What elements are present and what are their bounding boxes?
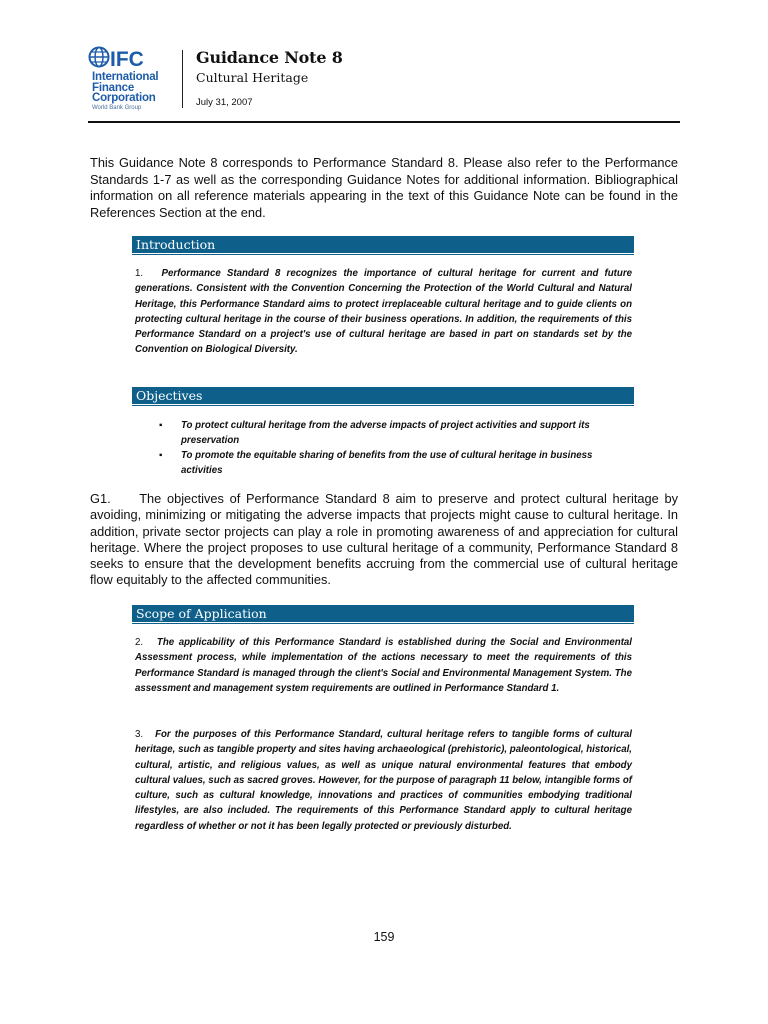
ps-paragraph-3 — [135, 727, 632, 834]
page-number: 159 — [373, 930, 395, 944]
paragraph-text: Performance Standard 8 recognizes the importance of cultural heritage for current and future generations. Consistent with the Convention Concerning the Protection of the World Cultural and Natural Heritage, this Performance Standard aims to protect irreplaceable cultural heritage and to guide clients on protecting cultural heritage in the course of their business operations. In addition, the requirements of this Performance Standard on a project's use of cultural heritage are based in part on standards set by the Convention on Biological Diversity. — [135, 268, 632, 356]
logo-line-4: World Bank Group — [92, 104, 142, 111]
bullet-icon: ▪ — [159, 420, 163, 431]
header-divider — [182, 50, 183, 108]
world-globe-icon — [88, 44, 184, 72]
section-underline — [132, 254, 634, 255]
section-heading-introduction — [132, 236, 634, 253]
logo-line-3: Corporation — [92, 92, 156, 104]
section-underline — [132, 623, 634, 624]
section-heading-text: Objectives — [136, 388, 203, 403]
logo-wordmark — [92, 72, 158, 112]
ps-paragraph-1 — [135, 266, 632, 358]
list-item — [157, 448, 617, 478]
ifc-logo — [88, 44, 184, 116]
logo-line-2: Finance — [92, 81, 135, 94]
list-item-text: To promote the equitable sharing of benefits from the use of cultural heritage in business activities — [181, 450, 593, 476]
section-heading-scope — [132, 605, 634, 622]
section-heading-text: Scope of Application — [136, 606, 267, 621]
document-header — [88, 44, 680, 124]
paragraph-number: 1. — [135, 268, 144, 279]
list-item — [157, 418, 617, 448]
document-subtitle: Cultural Heritage — [196, 70, 309, 85]
header-rule — [88, 121, 680, 123]
section-heading-objectives — [132, 387, 634, 404]
intro-paragraph: This Guidance Note 8 corresponds to Performance Standard 8. Please also refer to the Performance Standards 1-7 as well as the corresponding Guidance Notes for additional information. Bibliographical information on all reference materials appearing in the text of this Guidance Note can be found in the References Section at the end. — [90, 155, 678, 220]
objectives-list — [157, 418, 617, 478]
section-heading-text: Introduction — [136, 237, 216, 252]
ps-paragraph-2 — [135, 635, 632, 696]
paragraph-text: For the purposes of this Performance Standard, cultural heritage refers to tangible forms of cultural heritage, such as tangible property and sites having archaeological (prehistoric), paleontological, historical, cultural, artistic, and religious values, as well as unique natural environmental features that embody cultural values, such as sacred groves. However, for the purpose of paragraph 11 below, intangible forms of culture, such as cultural knowledge, innovations and practices of communities embodying traditional lifestyles, are also included. The requirements of this Performance Standard apply to cultural heritage regardless of whether or not it has been legally protected or previously disturbed. — [135, 729, 633, 832]
paragraph-number: 3. — [135, 729, 144, 740]
document-title: Guidance Note 8 — [196, 48, 343, 67]
section-underline — [132, 405, 634, 406]
paragraph-label: G1. — [90, 491, 111, 506]
paragraph-number: 2. — [135, 637, 144, 648]
guidance-paragraph-g1 — [90, 491, 678, 589]
document-date: July 31, 2007 — [196, 97, 253, 108]
paragraph-text: The applicability of this Performance Standard is established during the Social and Environmental Assessment process, while implementation of the actions necessary to meet the requirements of this Performance Standard is managed through the client's Social and Environmental Management System. The assessment and management system requirements are outlined in Performance Standard 1. — [135, 637, 632, 694]
logo-mark-text: IFC — [110, 48, 144, 71]
list-item-text: To protect cultural heritage from the adverse impacts of project activities and support its preservation — [181, 420, 590, 446]
bullet-icon: ▪ — [159, 450, 163, 461]
logo-line-1: International — [92, 71, 159, 83]
paragraph-text: The objectives of Performance Standard 8 aim to preserve and protect cultural heritage by avoiding, minimizing or mitigating the adverse impacts that projects might cause to cultural heritage. In addition, private sector projects can play a role in promoting awareness of and appreciation for cultural heritage. Where the project proposes to use cultural heritage of a community, Performance Standard 8 seeks to ensure that the development benefits accruing from the commercial use of cultural heritage flow equitably to the affected communities. — [90, 491, 678, 588]
